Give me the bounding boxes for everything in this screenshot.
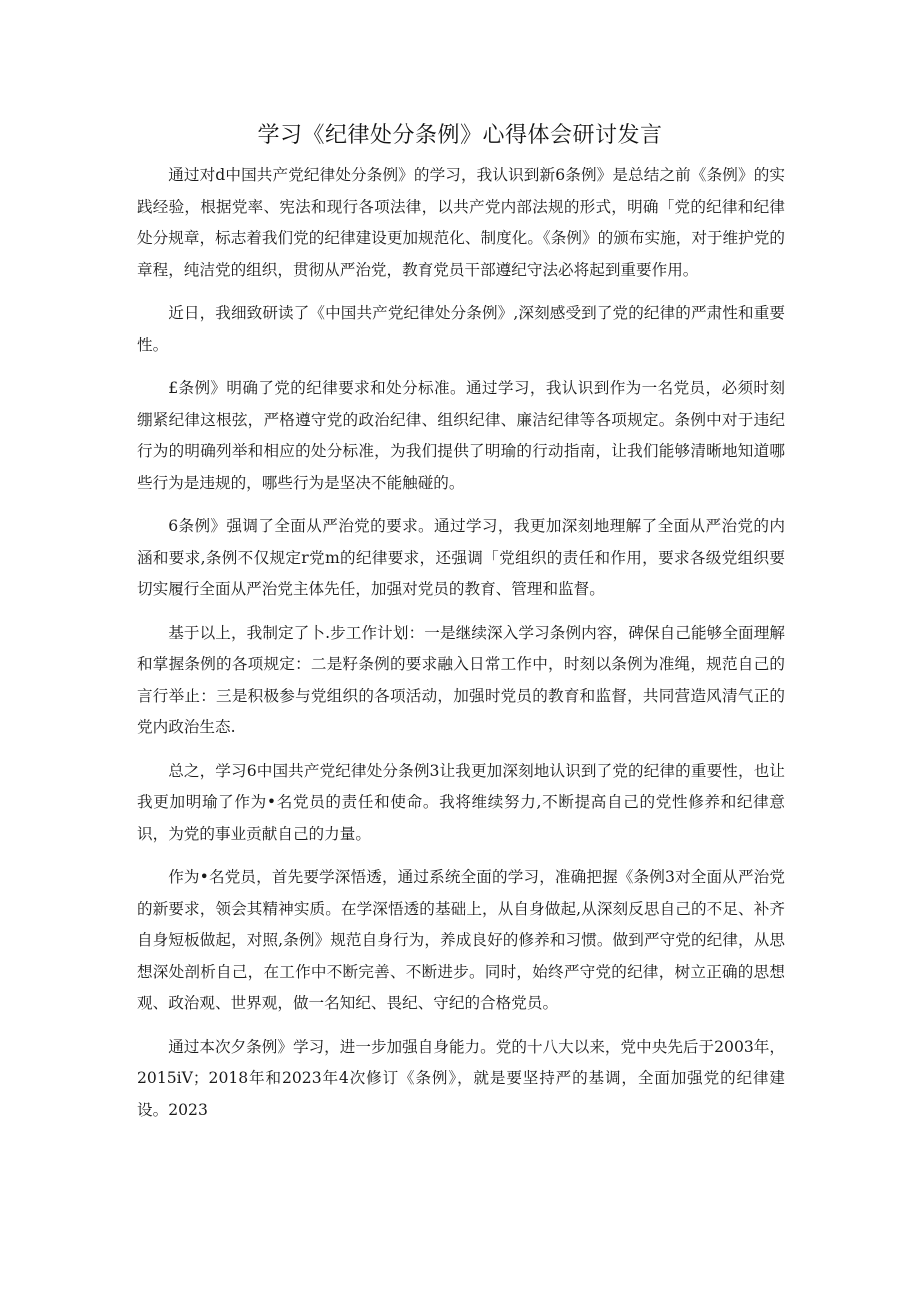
paragraph-1: 通过对d中国共产党纪律处分条例》的学习，我认识到新6条例》是总结之前《条例》的实践经验，根据党率、宪法和现行各项法律，以共产党内部法规的形式，明确「党的纪律和纪律处分规章，标志着我们党的纪律建设更加规范化、制度化。《条例》的颁布实施，对于维护党的章程，纯洁党的组织，贯彻从严治党，教育党员干部遵纪守法必将起到重要作用。 [137, 166, 785, 279]
paragraph-4: 6条例》强调了全面从严治党的要求。通过学习，我更加深刻地理解了全面从严治党的内涵和要求,条例不仅规定r党m的纪律要求，还强调「党组织的责任和作用，要求各级党组织要切实履行全面从严治党主体先任，加强对党员的教育、管理和监督。 [137, 517, 785, 598]
paragraph-6: 总之，学习6中国共产党纪律处分条例3让我更加深刻地认识到了党的纪律的重要性，也让我更加明瑜了作为•名党员的责任和使命。我将维续努力,不断提高自己的党性修养和纪律意识，为党的事业贡献自己的力量。 [137, 761, 785, 843]
paragraph-5: 基于以上，我制定了卜.步工作计划：一是继续深入学习条例内容，碑保自己能够全面理解和掌握条例的各项规定：二是籽条例的要求融入日常工作中，时刻以条例为准绳，规范自己的言行举止：三是积极参与党组织的各项活动，加强时党员的教育和监督，共同营造风清气正的党内政治生态. [137, 623, 785, 736]
paragraph-8: 通过本次夕条例》学习，进一步加强自身能力。党的十八大以来，党中央先后于2003年，2015iV；2018年和2023年4次修订《条例》，就是要坚持严的基调，全面加强党的纪律建设。2023 [137, 1037, 785, 1119]
paragraph-7: 作为•名党员，首先要学深悟透，通过系统全面的学习，准确把握《条例3对全面从严治党的新要求，领会其精神实质。在学深悟透的基础上，从自身做起,从深刻反思自己的不足、补齐自身短板做起，对照,条例》规范自身行为，养成良好的修养和习惯。做到严守党的纪律，从思想深处剖析自己，在工作中不断完善、不断进步。同时，始终严守党的纪律，树立正确的思想观、政治观、世界观，做一名知纪、畏纪、守纪的合格党员。 [137, 868, 785, 1012]
paragraph-3: £条例》明确了党的纪律要求和处分标准。通过学习，我认识到作为一名党员，必须时刻绷紧纪律这根弦，严格遵守党的政治纪律、组织纪律、廉洁纪律等各项规定。条例中对于违纪行为的明确列举和相应的处分标准，为我们提供了明瑜的行动指南，让我们能够清晰地知道哪些行为是违规的，哪些行为是坚决不能触碰的。 [137, 379, 785, 492]
paragraph-2: 近日，我细致研读了《中国共产党纪律处分条例》,深刻感受到了党的纪律的严肃性和重要性。 [137, 304, 785, 354]
document-body [137, 160, 785, 1138]
document-title: 学习《纪律处分条例》心得体会研讨发言 [257, 123, 663, 148]
